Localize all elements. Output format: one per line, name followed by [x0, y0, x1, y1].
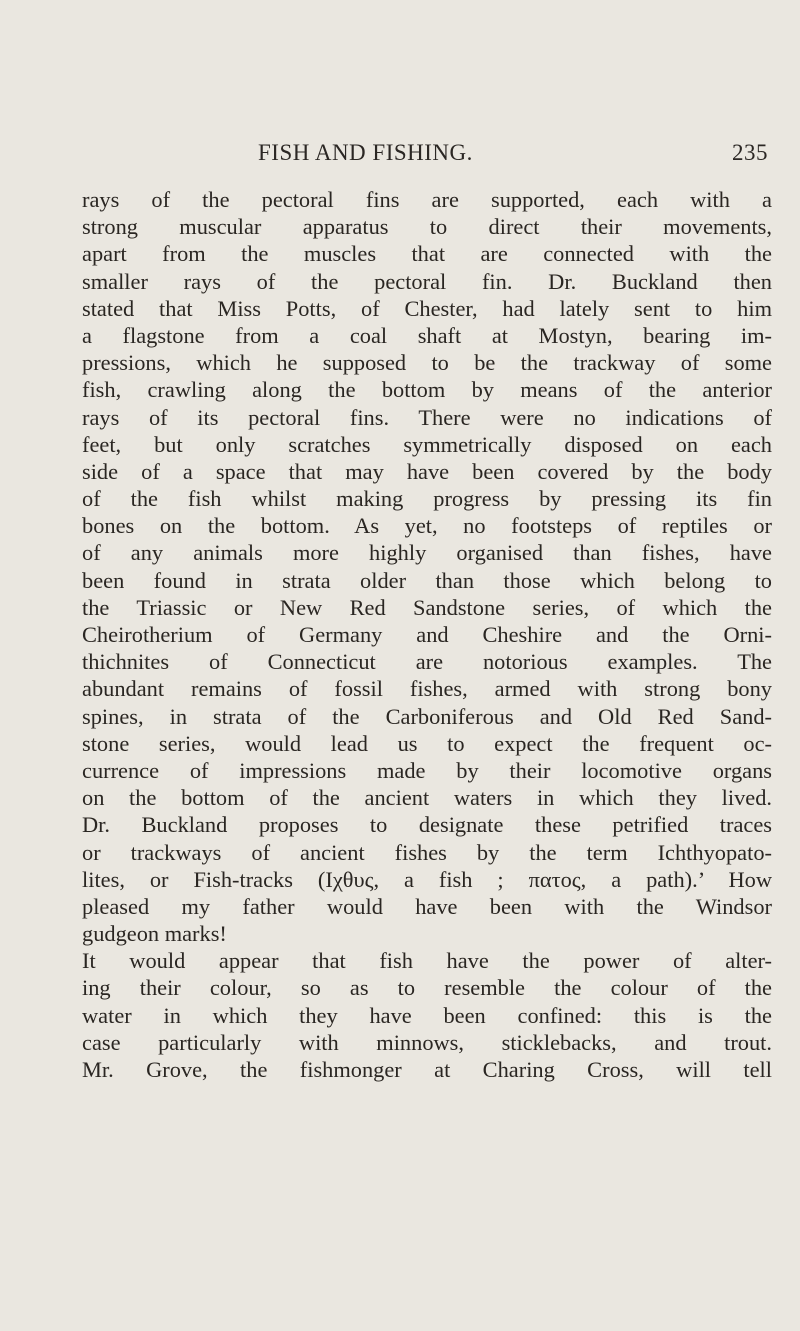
text-line: bones on the bottom. As yet, no footsteps of reptiles or [82, 513, 772, 539]
text-line: case particularly with minnows, sticklebacks, and trout. [82, 1029, 772, 1055]
text-line: on the bottom of the ancient waters in which they lived. [82, 785, 772, 811]
text-line: gudgeon marks! [82, 921, 227, 947]
text-line: a flagstone from a coal shaft at Mostyn, bearing im- [82, 322, 772, 348]
text-line: pressions, which he supposed to be the trackway of some [82, 350, 772, 376]
text-line: water in which they have been confined: this is the [82, 1002, 772, 1028]
text-line: or trackways of ancient fishes by the term Ichthyopato- [82, 839, 772, 865]
page-header [258, 140, 768, 176]
text-line: smaller rays of the pectoral fin. Dr. Buckland then [82, 268, 772, 294]
text-line: Cheirotherium of Germany and Cheshire and the Orni- [82, 622, 772, 647]
text-line: thichnites of Connecticut are notorious examples. The [82, 649, 772, 675]
text-line: rays of its pectoral fins. There were no indications of [82, 404, 772, 430]
text-line: Mr. Grove, the fishmonger at Charing Cross, will tell [82, 1057, 772, 1082]
text-line: ing their colour, so as to resemble the colour of the [82, 975, 772, 1001]
body-text [82, 186, 772, 1083]
text-line: stone series, would lead us to expect the frequent oc- [82, 730, 772, 756]
text-line: side of a space that may have been covered by the body [82, 458, 772, 484]
text-line: apart from the muscles that are connected with the [82, 241, 772, 267]
text-line: It would appear that fish have the power of alter- [82, 948, 772, 974]
text-line: fish, crawling along the bottom by means of the anterior [82, 377, 772, 403]
text-line: strong muscular apparatus to direct their movements, [82, 214, 772, 240]
text-line: of any animals more highly organised than fishes, have [82, 540, 772, 566]
text-line: spines, in strata of the Carboniferous and Old Red Sand- [82, 703, 772, 729]
text-line: Dr. Buckland proposes to designate these petrified traces [82, 812, 772, 838]
text-line: lites, or Fish-tracks (Ιχθυς, a fish ; πατος, a path).’ How [82, 866, 772, 892]
text-line: pleased my father would have been with the Windsor [82, 893, 772, 919]
text-line: of the fish whilst making progress by pressing its fin [82, 486, 772, 512]
text-line: rays of the pectoral fins are supported, each with a [82, 187, 772, 212]
text-line: feet, but only scratches symmetrically disposed on each [82, 431, 772, 457]
text-line: the Triassic or New Red Sandstone series, of which the [82, 594, 772, 620]
text-line: currence of impressions made by their locomotive organs [82, 757, 772, 783]
text-line: abundant remains of fossil fishes, armed with strong bony [82, 676, 772, 702]
page-number: 235 [732, 140, 768, 165]
running-title: FISH AND FISHING. [258, 140, 473, 165]
text-line: been found in strata older than those which belong to [82, 567, 772, 593]
text-line: stated that Miss Potts, of Chester, had lately sent to him [82, 295, 772, 321]
